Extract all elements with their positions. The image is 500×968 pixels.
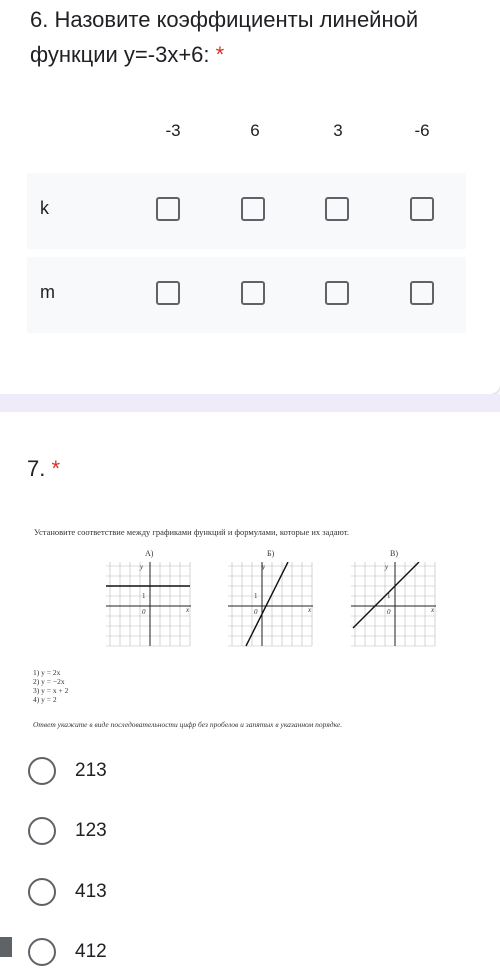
radio-button[interactable]: [28, 938, 56, 966]
plot-label-a: А): [145, 549, 154, 558]
plot-label-b: Б): [267, 549, 275, 558]
checkbox[interactable]: [410, 197, 434, 221]
graph-a: [106, 562, 192, 647]
column-header: -3: [165, 121, 181, 140]
radio-button[interactable]: [28, 817, 56, 845]
unit-label: 1: [254, 592, 258, 600]
task-instruction: Ответ укажите в виде последовательности цифр без пробелов и запятых в указанном порядке.: [33, 720, 343, 729]
row-label: k: [40, 198, 49, 218]
checkbox[interactable]: [156, 281, 180, 305]
origin-label: 0: [142, 608, 146, 616]
required-mark: *: [215, 42, 225, 67]
required-mark: *: [51, 456, 61, 481]
axis-y-label: y: [140, 563, 144, 571]
question-7-title: [27, 456, 60, 482]
row-label: m: [40, 282, 55, 302]
checkbox[interactable]: [241, 197, 265, 221]
column-header: 6: [250, 121, 260, 140]
option-label: 412: [75, 941, 107, 962]
axis-x-label: x: [186, 606, 190, 614]
unit-label: 1: [142, 592, 146, 600]
radio-option-412[interactable]: [28, 936, 328, 968]
axis-y-label: y: [262, 563, 266, 571]
section-divider: [0, 394, 500, 412]
graph-v: [351, 562, 437, 647]
question-6-title: [30, 2, 490, 72]
column-header: -6: [414, 121, 430, 140]
grid-row-k: [27, 173, 466, 249]
formula-2: 2) y = −2x: [33, 677, 65, 686]
origin-label: 0: [387, 608, 391, 616]
origin-label: 0: [254, 608, 258, 616]
axis-x-label: x: [431, 606, 435, 614]
radio-button[interactable]: [28, 757, 56, 785]
plot-label-v: В): [390, 549, 398, 558]
task-heading: Установите соответствие между графиками функций и формулами, которые их задают.: [34, 527, 349, 537]
option-label: 213: [75, 760, 107, 781]
checkbox[interactable]: [156, 197, 180, 221]
question-7-number: 7.: [27, 456, 46, 481]
unit-label: 1: [387, 592, 391, 600]
question-6-text: 6. Назовите коэффициенты линейной функции y=-3x+6:: [30, 7, 419, 67]
checkbox[interactable]: [241, 281, 265, 305]
axis-x-label: x: [308, 606, 312, 614]
formula-4: 4) y = 2: [33, 695, 57, 704]
option-label: 413: [75, 881, 107, 902]
axis-y-label: y: [385, 563, 389, 571]
question-7-image: [28, 522, 478, 732]
formula-1: 1) y = 2x: [33, 668, 61, 677]
question-6-card: [0, 0, 500, 394]
option-label: 123: [75, 820, 107, 841]
radio-option-413[interactable]: [28, 876, 328, 908]
checkbox[interactable]: [325, 281, 349, 305]
column-header: 3: [333, 121, 343, 140]
radio-option-123[interactable]: [28, 815, 328, 847]
grid-row-m: [27, 257, 466, 333]
radio-option-213[interactable]: [28, 755, 328, 787]
radio-button[interactable]: [28, 878, 56, 906]
checkbox[interactable]: [410, 281, 434, 305]
side-scroll-marker: [0, 937, 12, 957]
checkbox[interactable]: [325, 197, 349, 221]
formula-3: 3) y = x + 2: [33, 686, 69, 695]
graph-b: [228, 562, 314, 647]
